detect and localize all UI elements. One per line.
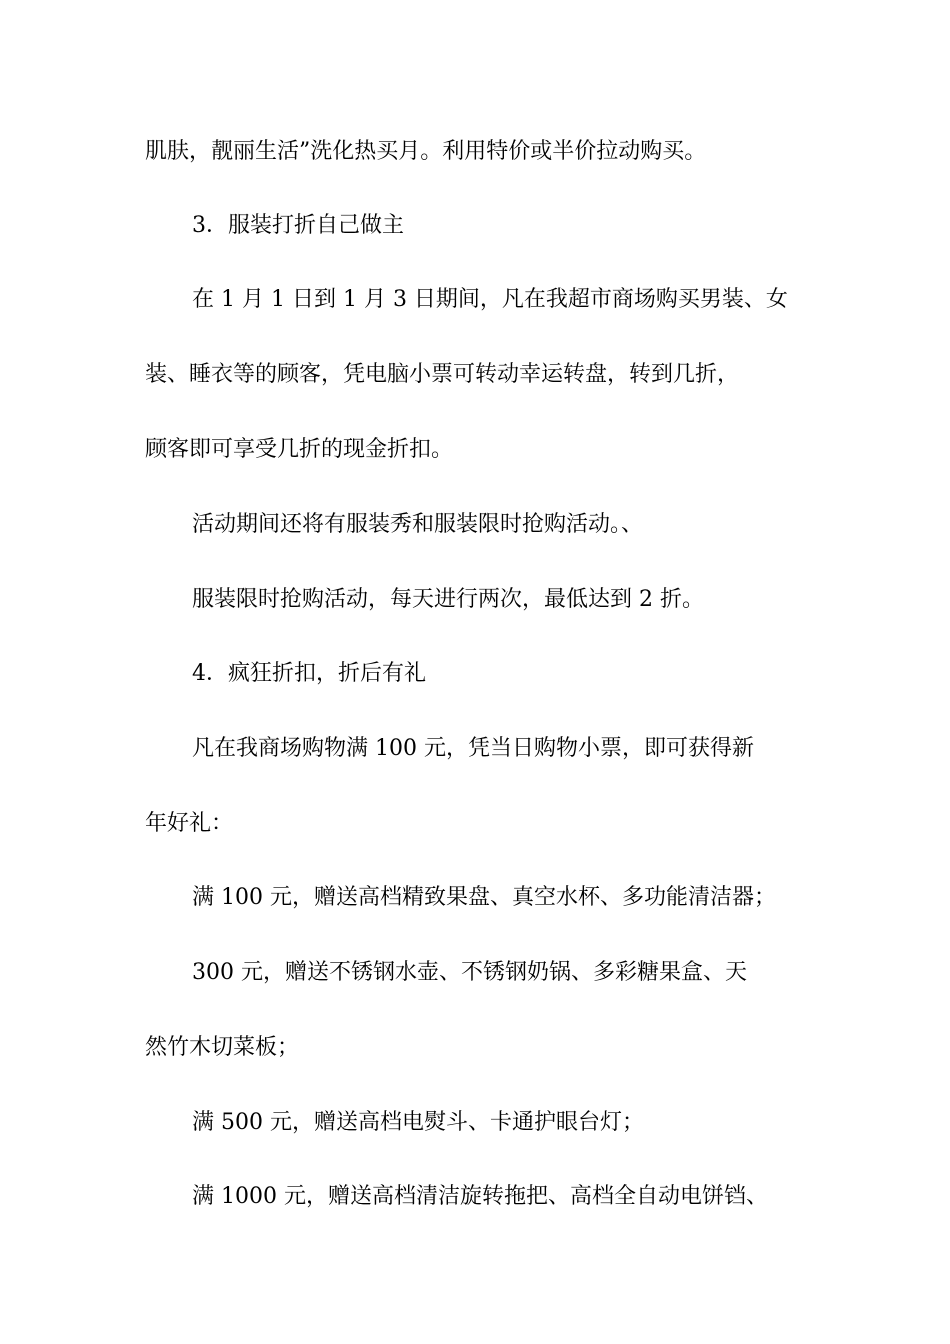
section-heading: 4．疯狂折扣，折后有礼 xyxy=(192,661,426,686)
paragraph-line: 活动期间还将有服装秀和服装限时抢购活动。、 xyxy=(192,512,644,537)
paragraph-line: 300 元，赠送不锈钢水壶、不锈钢奶锅、多彩糖果盒、天 xyxy=(192,960,747,985)
section-heading: 3．服装打折自己做主 xyxy=(192,213,404,238)
paragraph-line: 在 1 月 1 日到 1 月 3 日期间，凡在我超市商场购买男装、女 xyxy=(192,287,788,312)
paragraph-line: 凡在我商场购物满 100 元，凭当日购物小票，即可获得新 xyxy=(192,736,754,761)
paragraph-line: 装、睡衣等的顾客，凭电脑小票可转动幸运转盘，转到几折， xyxy=(145,362,740,387)
paragraph-line: 顾客即可享受几折的现金折扣。 xyxy=(145,437,454,462)
paragraph-line: 年好礼： xyxy=(145,811,234,836)
paragraph-line: 然竹木切菜板； xyxy=(145,1035,300,1060)
paragraph-line: 满 500 元，赠送高档电熨斗、卡通护眼台灯； xyxy=(192,1110,644,1135)
paragraph-line: 满 1000 元，赠送高档清洁旋转拖把、高档全自动电饼铛、 xyxy=(192,1184,768,1209)
paragraph-line: 服装限时抢购活动，每天进行两次，最低达到 2 折。 xyxy=(192,587,704,612)
paragraph-line: 满 100 元，赠送高档精致果盘、真空水杯、多功能清洁器； xyxy=(192,885,776,910)
paragraph-line: 肌肤，靓丽生活”洗化热买月。利用特价或半价拉动购买。 xyxy=(145,139,707,164)
